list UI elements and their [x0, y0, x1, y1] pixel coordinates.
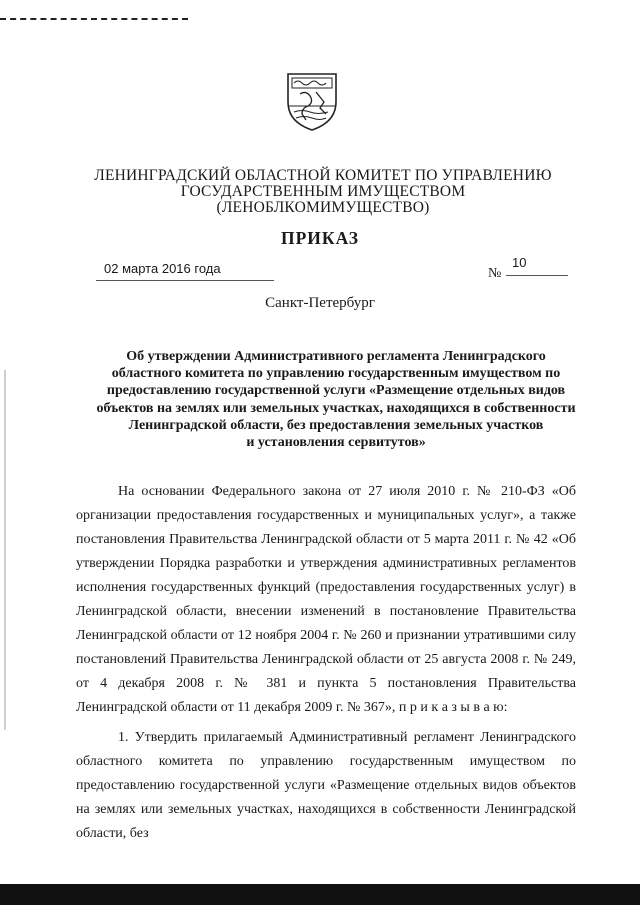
- city: Санкт-Петербург: [265, 295, 375, 311]
- body-paragraph-item-1: 1. Утвердить прилагаемый Административный регламент Ленинградского областного комитета по управлению государственным имуществом по предоставлению государственной услуги «Размещение отдельных видов объектов на землях или земельных участках, находящихся в собственности Ленинградской области, без: [76, 730, 576, 841]
- committee-name-line1: ЛЕНИНГРАДСКИЙ ОБЛАСТНОЙ КОМИТЕТ ПО УПРАВЛЕНИЮ: [94, 167, 552, 184]
- scan-top-rule: [0, 18, 188, 20]
- subject-line: и установления сервитутов»: [246, 435, 426, 451]
- scan-left-edge: [4, 370, 6, 730]
- body-paragraph-basis: На основании Федерального закона от 27 июля 2010 г. № 210-ФЗ «Об организации предоставления государственных и муниципальных услуг», а также постановления Правительства Ленинградской области от 5 марта 2011 г. № 42 «Об утверждении Порядка разработки и утверждения административных регламентов исполнения государственных функций (предоставления государственных услуг) в Ленинградской области, внесении изменений в постановление Правительства Ленинградской области от 12 ноября 2004 г. № 260 и признании утратившими силу постановлений Правительства Ленинградской области от 25 августа 2008 г. № 249, от 4 декабря 2008 г. № 381 и пункта 5 постановления Правительства Ленинградской области от 11 декабря 2009 г. № 367», п р и к а з ы в а ю:: [76, 484, 576, 715]
- subject-line: Об утверждении Административного регламента Ленинградского: [126, 349, 546, 364]
- order-date: 02 марта 2016 года: [104, 261, 221, 276]
- scan-bottom-edge: [0, 884, 640, 905]
- order-subject: [76, 348, 596, 451]
- order-number: 10: [512, 255, 527, 270]
- coat-of-arms-icon: [286, 72, 338, 132]
- subject-line: Ленинградской области, без предоставления земельных участков: [128, 417, 544, 433]
- date-underline: [96, 280, 274, 281]
- order-title: ПРИКАЗ: [280, 228, 360, 248]
- committee-name-line2: ГОСУДАРСТВЕННЫМ ИМУЩЕСТВОМ: [180, 183, 466, 200]
- committee-name-line3: (ЛЕНОБЛКОМИМУЩЕСТВО): [216, 199, 430, 216]
- order-number-label: №: [488, 266, 502, 281]
- subject-line: предоставлению государственной услуги «Размещение отдельных видов: [106, 383, 566, 399]
- subject-line: объектов на землях или земельных участках, находящихся в собственности: [96, 400, 576, 416]
- number-underline: [506, 275, 568, 276]
- subject-line: областного комитета по управлению государственным имуществом по: [111, 366, 561, 382]
